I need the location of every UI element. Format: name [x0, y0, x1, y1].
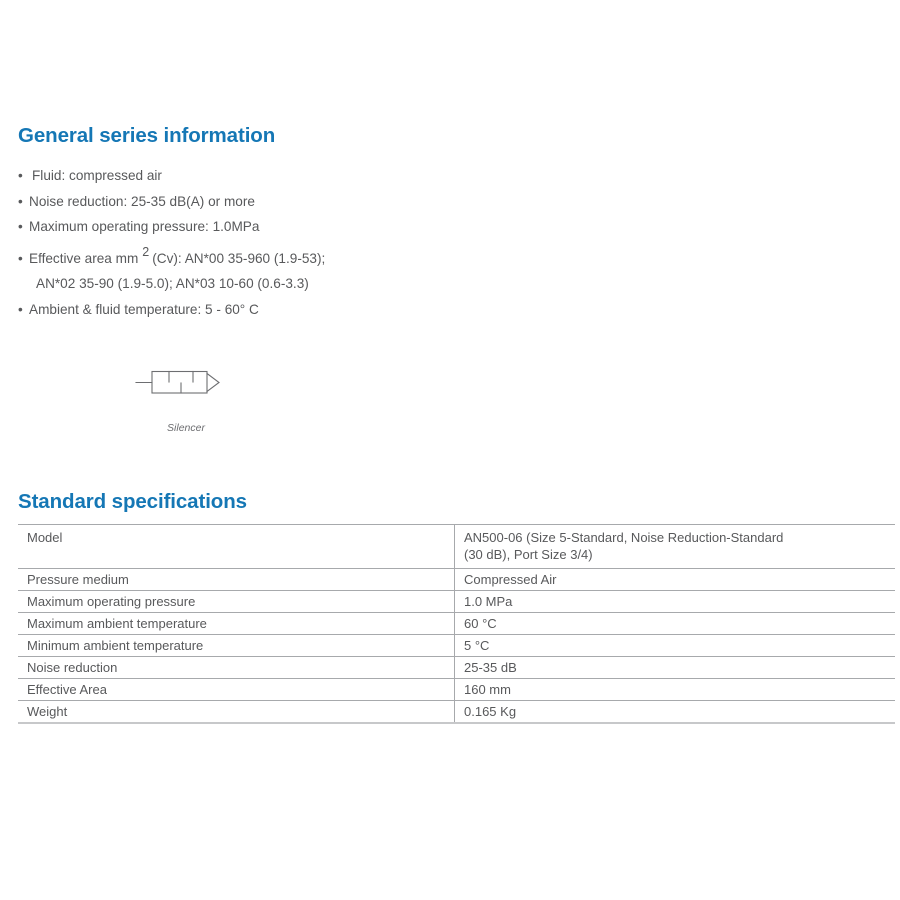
list-item-text: Maximum operating pressure: 1.0MPa [29, 219, 260, 234]
silencer-symbol-caption: Silencer [167, 422, 205, 434]
table-cell-value [455, 635, 896, 657]
list-item-effective-area [18, 240, 578, 272]
list-item-text: Ambient & fluid temperature: 5 - 60° C [29, 301, 259, 317]
bullet-point-icon: • [18, 193, 23, 209]
standard-specifications-heading: Standard specifications [18, 490, 247, 513]
table-row [18, 613, 895, 635]
table-cell-label: Maximum operating pressure [18, 591, 455, 613]
table-cell-label: Weight [18, 701, 455, 724]
list-item-effective-area-continuation [18, 271, 578, 297]
bullet-point-icon: • [18, 301, 23, 317]
table-cell-label: Maximum ambient temperature [18, 613, 455, 635]
standard-specifications-table [18, 524, 895, 724]
table-cell-label: Noise reduction [18, 657, 455, 679]
table-row [18, 657, 895, 679]
table-row [18, 591, 895, 613]
table-row [18, 679, 895, 701]
table-cell-value-line: 60 °C [464, 616, 497, 631]
bullet-point-icon: • [18, 168, 23, 183]
bullet-point-icon: • [18, 219, 23, 234]
table-cell-value-line: (30 dB), Port Size 3/4) [464, 546, 593, 562]
table-cell-value [455, 525, 896, 569]
silencer-symbol-icon [126, 362, 246, 421]
effective-area-prefix: Effective area mm [29, 250, 139, 266]
effective-area-superscript: 2 [142, 244, 150, 259]
table-cell-label: Pressure medium [18, 569, 455, 591]
table-cell-value-line: 1.0 MPa [464, 594, 513, 609]
general-series-information-heading: General series information [18, 124, 276, 147]
list-item-text: Fluid: compressed air [32, 168, 162, 183]
table-cell-value-line: AN500-06 (Size 5-Standard, Noise Reduction-Standard [464, 530, 784, 545]
table-cell-value [455, 679, 896, 701]
table-cell-label: Effective Area [18, 679, 455, 701]
list-item [18, 189, 578, 215]
standard-specifications-table-body [18, 525, 895, 724]
table-cell-value-line: 160 mm [464, 682, 511, 697]
table-cell-label: Model [18, 525, 455, 569]
effective-area-continuation-text: AN*02 35-90 (1.9-5.0); AN*03 10-60 (0.6-3.3) [36, 276, 309, 291]
table-cell-value-line: Compressed Air [464, 572, 557, 587]
list-item [18, 163, 578, 189]
table-row [18, 569, 895, 591]
table-cell-value [455, 657, 896, 679]
table-row [18, 635, 895, 657]
table-cell-value [455, 701, 896, 724]
table-cell-value-line: 0.165 Kg [464, 704, 517, 719]
table-cell-value-line: 5 °C [464, 638, 490, 653]
list-item [18, 214, 578, 240]
effective-area-suffix: (Cv): AN*00 35-960 (1.9-53); [152, 250, 326, 266]
list-item-text: Noise reduction: 25-35 dB(A) or more [29, 193, 255, 209]
table-row [18, 701, 895, 724]
general-series-bullet-list [18, 163, 578, 322]
table-cell-label: Minimum ambient temperature [18, 635, 455, 657]
list-item [18, 297, 578, 323]
standard-specifications-table-wrap [18, 524, 876, 724]
table-row [18, 525, 895, 569]
table-cell-value [455, 591, 896, 613]
table-cell-value [455, 569, 896, 591]
table-cell-value [455, 613, 896, 635]
bullet-point-icon: • [18, 250, 23, 266]
table-cell-value-line: 25-35 dB [464, 660, 517, 675]
